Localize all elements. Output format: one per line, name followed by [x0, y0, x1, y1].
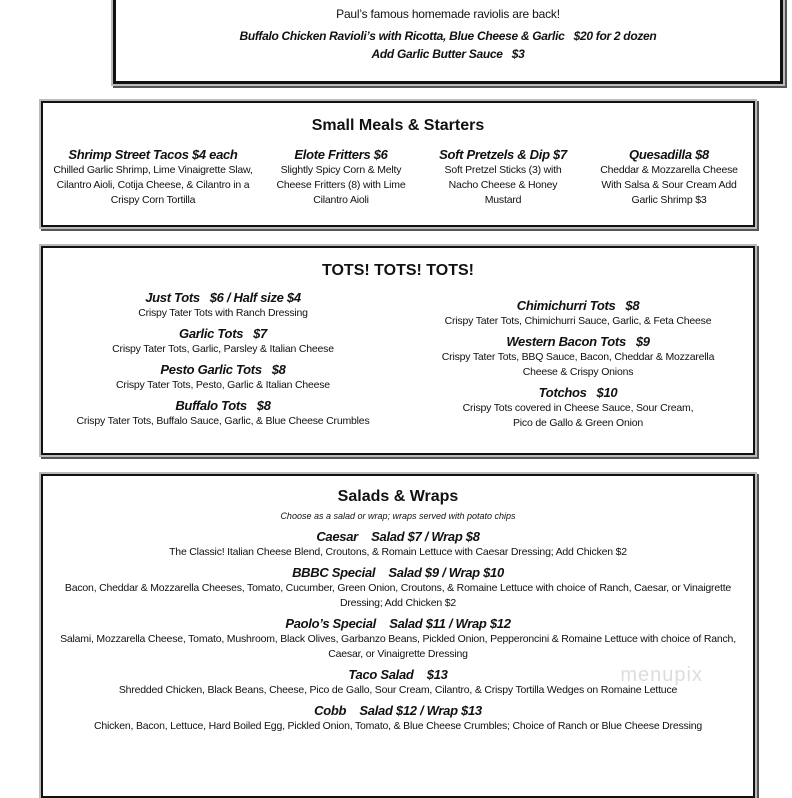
tots-left-column — [53, 290, 393, 429]
item-desc: Crispy Tater Tots, Chimichurri Sauce, Garlic, & Feta Cheese — [444, 315, 712, 327]
item-name: Soft Pretzels & Dip $7 — [439, 147, 567, 162]
item-desc: Shredded Chicken, Black Beans, Cheese, Pico de Gallo, Sour Cream, Cilantro, & Crispy Tortilla Wedges on Romaine Lettuce — [118, 684, 678, 696]
item-desc: Crispy Tots covered in Cheese Sauce, Sour Cream, Pico de Gallo & Green Onion — [462, 402, 694, 429]
special-addon: Add Garlic Butter Sauce $3 — [371, 47, 525, 61]
menu-item — [589, 147, 749, 208]
section-title: TOTS! TOTS! TOTS! — [322, 262, 474, 279]
item-desc: Crispy Tater Tots, Garlic, Parsley & Italian Cheese — [112, 343, 334, 355]
item-desc: Salami, Mozzarella Cheese, Tomato, Mushroom, Black Olives, Garbanzo Beans, Pickled Onion, Pepperoncini & Romaine Lettuce with choice of Ranch, Caesar, or Vinaigrette Dressing — [60, 633, 736, 660]
item-name: Caesar Salad $7 / Wrap $8 — [316, 529, 480, 544]
item-name: Chimichurri Tots $8 — [516, 298, 640, 313]
salads-list — [53, 529, 743, 734]
item-name: Totchos $10 — [538, 385, 618, 400]
tots-right-column — [415, 298, 741, 431]
item-desc: Soft Pretzel Sticks (3) with Nacho Cheese & Honey Mustard — [444, 164, 562, 206]
tots-section — [41, 246, 755, 455]
menu-item — [423, 147, 583, 208]
special-intro: Paul’s famous homemade raviolis are back! — [336, 7, 560, 21]
item-name: Garlic Tots $7 — [179, 326, 267, 341]
item-desc: Slightly Spicy Corn & Melty Cheese Fritters (8) with Lime Cilantro Aioli — [276, 164, 406, 206]
menu-item — [47, 147, 259, 208]
item-name: Shrimp Street Tacos $4 each — [68, 147, 238, 162]
item-desc: Crispy Tater Tots, Pesto, Garlic & Italian Cheese — [116, 379, 330, 391]
item-desc: Cheddar & Mozzarella Cheese With Salsa & Sour Cream Add Garlic Shrimp $3 — [600, 164, 738, 206]
item-name: Western Bacon Tots $9 — [506, 334, 650, 349]
item-name: Taco Salad $13 — [348, 667, 448, 682]
section-title: Salads & Wraps — [337, 488, 459, 505]
section-subtitle: Choose as a salad or wrap; wraps served with potato chips — [280, 511, 516, 521]
small-meals-section — [41, 101, 755, 227]
item-name: Elote Fritters $6 — [294, 147, 388, 162]
special-item: Buffalo Chicken Ravioli’s with Ricotta, Blue Cheese & Garlic $20 for 2 dozen — [239, 29, 657, 43]
item-name: Buffalo Tots $8 — [175, 398, 271, 413]
taco-salad-heading-row — [53, 664, 743, 686]
menu-item — [265, 147, 417, 208]
salads-section — [41, 474, 755, 798]
item-name: BBBC Special Salad $9 / Wrap $10 — [292, 565, 504, 580]
item-desc: Crispy Tater Tots, Buffalo Sauce, Garlic, & Blue Cheese Crumbles — [76, 415, 370, 427]
item-desc: The Classic! Italian Cheese Blend, Croutons, & Romain Lettuce with Caesar Dressing; Add Chicken $2 — [169, 546, 627, 558]
item-desc: Crispy Tater Tots, BBQ Sauce, Bacon, Cheddar & Mozzarella Cheese & Crispy Onions — [441, 351, 715, 378]
item-desc: Crispy Tater Tots with Ranch Dressing — [138, 307, 308, 319]
item-name: Pesto Garlic Tots $8 — [160, 362, 286, 377]
item-desc: Bacon, Cheddar & Mozzarella Cheeses, Tomato, Cucumber, Green Onion, Croutons, & Romaine Lettuce with choice of Ranch, Caesar, or Vinaigrette Dressing; Add Chicken $2 — [64, 582, 732, 609]
item-desc: Chicken, Bacon, Lettuce, Hard Boiled Egg, Pickled Onion, Tomato, & Blue Cheese Crumbles; Choice of Ranch or Blue Cheese Dressing — [93, 720, 703, 732]
item-name: Just Tots $6 / Half size $4 — [145, 290, 301, 305]
watermark: menupix — [620, 664, 703, 686]
item-name: Paolo’s Special Salad $11 / Wrap $12 — [285, 616, 511, 631]
item-name: Quesadilla $8 — [629, 147, 709, 162]
special-box — [113, 0, 783, 84]
section-title: Small Meals & Starters — [311, 117, 485, 134]
item-name: Cobb Salad $12 / Wrap $13 — [314, 703, 482, 718]
item-desc: Chilled Garlic Shrimp, Lime Vinaigrette Slaw, Cilantro Aioli, Cotija Cheese, & Cilantro in a Crispy Corn Tortilla — [53, 164, 253, 206]
